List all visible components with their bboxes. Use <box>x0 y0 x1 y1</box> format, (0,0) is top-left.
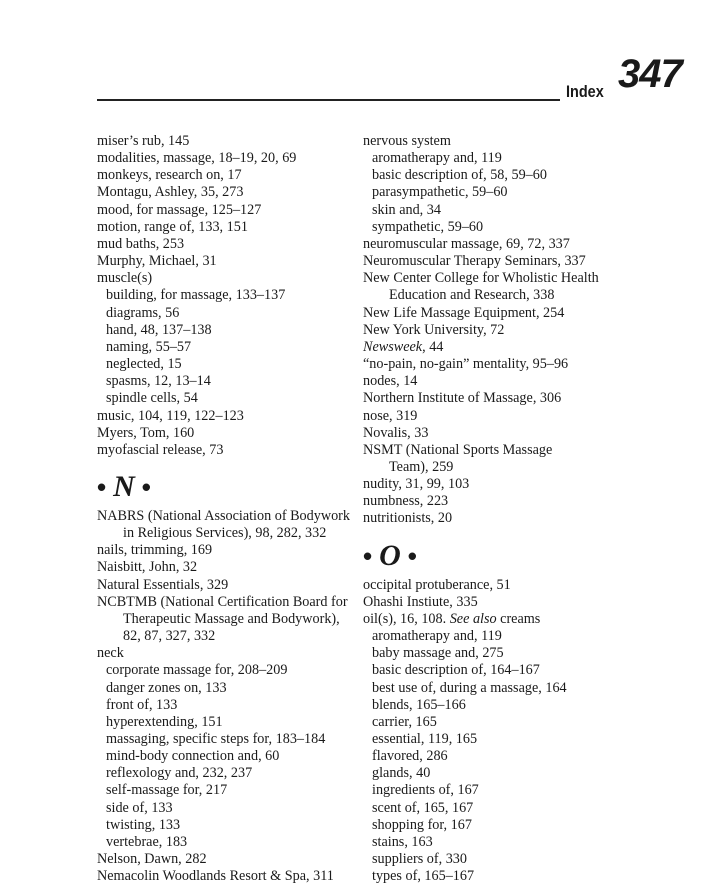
index-entry <box>363 510 663 527</box>
entry-text: hyperextending, 151 <box>106 713 223 730</box>
entry-text: nose, 319 <box>363 407 418 424</box>
entry-text: oil(s), 16, 108. <box>363 610 450 627</box>
entry-italic-text: See also <box>449 610 497 627</box>
index-subentry <box>363 628 663 645</box>
index-subentry <box>363 697 663 714</box>
index-subentry <box>363 219 663 236</box>
index-entry <box>363 476 663 493</box>
entry-text: myofascial release, 73 <box>97 441 224 458</box>
entry-text: side of, 133 <box>106 799 173 816</box>
entry-text: reflexology and, 232, 237 <box>106 765 253 782</box>
entry-text: mud baths, 253 <box>97 235 185 252</box>
section-letter: N <box>113 469 135 503</box>
index-subentry <box>363 167 663 184</box>
index-subentry <box>97 322 362 339</box>
entry-text: blends, 165–166 <box>372 696 466 713</box>
index-subentry <box>97 817 362 834</box>
index-entry <box>363 305 663 322</box>
index-entry <box>97 408 362 425</box>
index-subentry <box>363 150 663 167</box>
entry-text: nudity, 31, 99, 103 <box>363 476 470 493</box>
entry-text: Nemacolin Woodlands Resort & Spa, 311 <box>97 868 334 885</box>
index-entry <box>97 594 362 611</box>
index-entry <box>97 236 362 253</box>
index-subentry <box>97 834 362 851</box>
index-entry <box>97 270 362 287</box>
index-subentry <box>363 868 663 885</box>
index-entry-continuation <box>363 287 663 304</box>
entry-text-after: creams <box>496 610 541 627</box>
index-subentry <box>363 851 663 868</box>
page-number: 347 <box>618 52 682 96</box>
entry-text: nutritionists, 20 <box>363 510 453 527</box>
entry-text: Neuromuscular Therapy Seminars, 337 <box>363 253 586 270</box>
entry-text: New York University, 72 <box>363 321 505 338</box>
index-entry <box>97 150 362 167</box>
index-entry <box>363 253 663 270</box>
entry-text: types of, 165–167 <box>372 868 475 885</box>
header-rule <box>97 99 560 101</box>
entry-text: Nelson, Dawn, 282 <box>97 851 207 868</box>
index-entry-continuation <box>97 525 362 542</box>
index-entry <box>363 408 663 425</box>
entry-text: mood, for massage, 125–127 <box>97 201 262 218</box>
entry-text: baby massage and, 275 <box>372 645 504 662</box>
index-subentry <box>363 748 663 765</box>
index-subentry <box>363 800 663 817</box>
index-entry <box>97 219 362 236</box>
entry-text: monkeys, research on, 17 <box>97 167 242 184</box>
index-entry <box>363 133 663 150</box>
entry-text: front of, 133 <box>106 696 178 713</box>
index-entry <box>363 577 663 594</box>
entry-text: spasms, 12, 13–14 <box>106 373 211 390</box>
index-subentry <box>97 662 362 679</box>
entry-text: Northern Institute of Massage, 306 <box>363 390 562 407</box>
entry-text: “no-pain, no-gain” mentality, 95–96 <box>363 356 569 373</box>
index-subentry <box>97 390 362 407</box>
entry-text: neuromuscular massage, 69, 72, 337 <box>363 235 570 252</box>
entry-text: diagrams, 56 <box>106 304 180 321</box>
index-entry <box>363 339 663 356</box>
entry-text: flavored, 286 <box>372 748 448 765</box>
index-entry <box>97 577 362 594</box>
entry-text: motion, range of, 133, 151 <box>97 218 248 235</box>
entry-text: NCBTMB (National Certification Board for <box>97 593 348 610</box>
entry-text-after: , 44 <box>422 338 444 355</box>
index-entry <box>97 542 362 559</box>
entry-text: skin and, 34 <box>372 201 441 218</box>
entry-text: Therapeutic Massage and Bodywork), <box>123 610 340 627</box>
index-subentry <box>97 356 362 373</box>
entry-text: ingredients of, 167 <box>372 782 479 799</box>
entry-text: scent of, 165, 167 <box>372 799 474 816</box>
index-entry <box>97 425 362 442</box>
entry-text: glands, 40 <box>372 765 431 782</box>
index-entry <box>97 442 362 459</box>
bullet-icon: • <box>141 471 151 502</box>
index-subentry <box>97 748 362 765</box>
index-entry <box>97 167 362 184</box>
index-entry-continuation <box>97 611 362 628</box>
entry-text: NABRS (National Association of Bodywork <box>97 507 350 524</box>
entry-text: in Religious Services), 98, 282, 332 <box>123 525 327 542</box>
index-entry <box>97 868 362 885</box>
entry-text: twisting, 133 <box>106 816 181 833</box>
index-entry-continuation <box>97 628 362 645</box>
index-entry <box>97 645 362 662</box>
index-subentry <box>97 782 362 799</box>
entry-text: Team), 259 <box>389 458 454 475</box>
entry-text: 82, 87, 327, 332 <box>123 628 216 645</box>
index-entry <box>363 390 663 407</box>
index-subentry <box>363 184 663 201</box>
index-subentry <box>97 339 362 356</box>
entry-text: miser’s rub, 145 <box>97 133 190 149</box>
section-heading <box>363 538 663 574</box>
index-subentry <box>363 645 663 662</box>
entry-text: vertebrae, 183 <box>106 833 188 850</box>
index-entry <box>97 508 362 525</box>
entry-text: building, for massage, 133–137 <box>106 287 286 304</box>
index-subentry <box>363 765 663 782</box>
entry-text: aromatherapy and, 119 <box>372 150 502 167</box>
index-entry <box>97 202 362 219</box>
index-column-left <box>97 133 362 885</box>
entry-text: muscle(s) <box>97 270 153 287</box>
index-entry <box>363 425 663 442</box>
entry-text: neck <box>97 645 124 662</box>
index-entry <box>97 559 362 576</box>
entry-text: shopping for, 167 <box>372 816 472 833</box>
entry-text: basic description of, 58, 59–60 <box>372 167 547 184</box>
index-subentry <box>363 782 663 799</box>
entry-text: nervous system <box>363 133 451 149</box>
index-entry <box>363 270 663 287</box>
index-subentry <box>97 765 362 782</box>
entry-text: hand, 48, 137–138 <box>106 321 212 338</box>
bullet-icon: • <box>407 540 417 571</box>
index-subentry <box>97 731 362 748</box>
index-subentry <box>97 373 362 390</box>
entry-text: modalities, massage, 18–19, 20, 69 <box>97 150 297 167</box>
entry-text: mind-body connection and, 60 <box>106 748 280 765</box>
entry-text: nails, trimming, 169 <box>97 542 213 559</box>
entry-text: New Life Massage Equipment, 254 <box>363 304 565 321</box>
index-entry <box>363 373 663 390</box>
entry-text: essential, 119, 165 <box>372 731 478 747</box>
entry-italic-text: Newsweek <box>363 338 423 355</box>
index-subentry <box>97 800 362 817</box>
index-entry-continuation <box>363 459 663 476</box>
index-subentry <box>97 697 362 714</box>
entry-text: massaging, specific steps for, 183–184 <box>106 731 326 747</box>
entry-text: NSMT (National Sports Massage <box>363 441 553 458</box>
index-subentry <box>363 731 663 748</box>
entry-text: Natural Essentials, 329 <box>97 576 229 593</box>
index-entry <box>97 851 362 868</box>
entry-text: Ohashi Instiute, 335 <box>363 593 478 610</box>
entry-text: neglected, 15 <box>106 356 182 373</box>
entry-text: New Center College for Wholistic Health <box>363 270 599 287</box>
entry-text: sympathetic, 59–60 <box>372 218 484 235</box>
index-entry <box>97 253 362 270</box>
running-head: Index <box>566 82 604 101</box>
entry-text: naming, 55–57 <box>106 338 192 355</box>
index-column-right <box>363 133 663 885</box>
entry-text: self-massage for, 217 <box>106 782 228 799</box>
index-subentry <box>363 662 663 679</box>
entry-text: nodes, 14 <box>363 373 418 390</box>
entry-text: Novalis, 33 <box>363 424 429 441</box>
index-entry <box>363 611 663 628</box>
section-letter: O <box>379 538 401 572</box>
index-entry <box>363 322 663 339</box>
index-subentry <box>363 202 663 219</box>
entry-text: Naisbitt, John, 32 <box>97 559 198 576</box>
entry-text: danger zones on, 133 <box>106 679 227 696</box>
entry-text: music, 104, 119, 122–123 <box>97 407 244 424</box>
index-entry <box>363 356 663 373</box>
index-subentry <box>97 680 362 697</box>
index-subentry <box>363 834 663 851</box>
entry-text: spindle cells, 54 <box>106 390 198 407</box>
entry-text: parasympathetic, 59–60 <box>372 184 508 201</box>
entry-text: carrier, 165 <box>372 713 437 730</box>
entry-text: Myers, Tom, 160 <box>97 424 195 441</box>
entry-text: stains, 163 <box>372 833 433 850</box>
entry-text: Montagu, Ashley, 35, 273 <box>97 184 244 201</box>
index-subentry <box>97 287 362 304</box>
index-subentry <box>363 680 663 697</box>
entry-text: numbness, 223 <box>363 493 449 510</box>
section-heading <box>97 469 362 505</box>
entry-text: corporate massage for, 208–209 <box>106 662 288 679</box>
entry-text: Murphy, Michael, 31 <box>97 253 217 270</box>
bullet-icon: • <box>97 471 107 502</box>
entry-text: basic description of, 164–167 <box>372 662 540 679</box>
index-subentry <box>363 817 663 834</box>
index-subentry <box>97 714 362 731</box>
index-entry <box>97 184 362 201</box>
entry-text: best use of, during a massage, 164 <box>372 679 567 696</box>
entry-text: occipital protuberance, 51 <box>363 576 511 593</box>
index-subentry <box>363 714 663 731</box>
entry-text: Education and Research, 338 <box>389 287 555 304</box>
index-subentry <box>97 305 362 322</box>
index-entry <box>363 236 663 253</box>
index-entry <box>363 594 663 611</box>
entry-text: aromatherapy and, 119 <box>372 628 502 645</box>
bullet-icon: • <box>363 540 373 571</box>
index-entry <box>363 442 663 459</box>
entry-text: suppliers of, 330 <box>372 851 467 868</box>
index-entry <box>363 493 663 510</box>
index-entry <box>97 133 362 150</box>
